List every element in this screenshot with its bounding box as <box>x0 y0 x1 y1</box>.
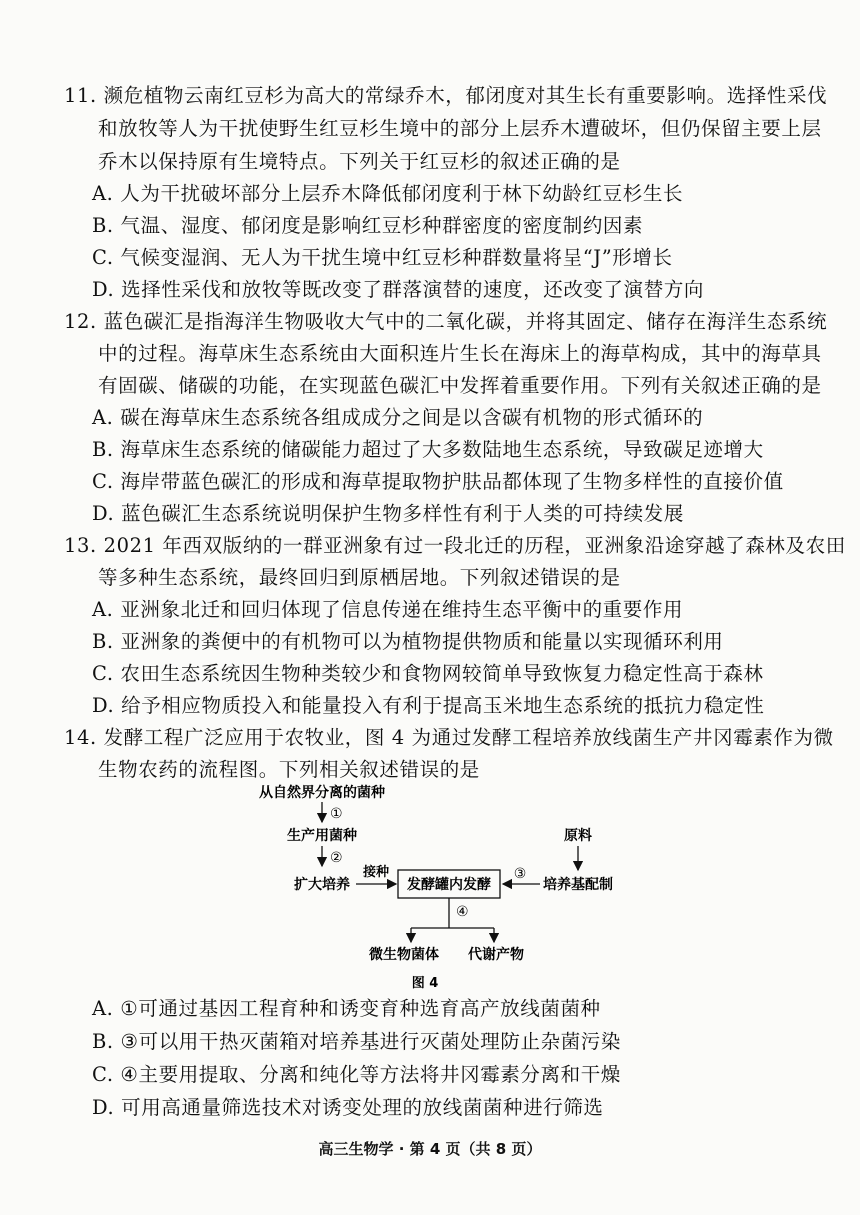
q12-option-a: A. 碳在海草床生态系统各组成成分之间是以含碳有机物的形式循环的 <box>92 406 704 429</box>
q11-option-d: D. 选择性采伐和放牧等既改变了群落演替的速度，还改变了演替方向 <box>92 278 705 301</box>
q14-stem-line2: 生物农药的流程图。下列相关叙述错误的是 <box>98 758 480 781</box>
q13-option-d: D. 给予相应物质投入和能量投入有利于提高玉米地生态系统的抵抗力稳定性 <box>92 694 765 717</box>
figure-caption: 图 4 <box>411 976 439 991</box>
q12-option-c: C. 海岸带蓝色碳汇的形成和海草提取物护肤品都体现了生物多样性的直接价值 <box>92 470 784 493</box>
diagram-metabolites: 代谢产物 <box>468 947 524 963</box>
q14-option-d: D. 可用高通量筛选技术对诱变处理的放线菌菌种进行筛选 <box>92 1096 604 1119</box>
diagram-microbial-cells: 微生物菌体 <box>369 947 439 963</box>
q11-option-c: C. 气候变湿润、无人为干扰生境中红豆杉种群数量将呈“J”形增长 <box>92 246 673 269</box>
q13-stem-line2: 等多种生态系统，最终回归到原栖居地。下列叙述错误的是 <box>98 566 621 589</box>
q12-stem-line3: 有固碳、储碳的功能，在实现蓝色碳汇中发挥着重要作用。下列有关叙述正确的是 <box>98 374 822 397</box>
q13-option-c: C. 农田生态系统因生物种类较少和食物网较简单导致恢复力稳定性高于森林 <box>92 662 764 685</box>
q13-option-b: B. 亚洲象的粪便中的有机物可以为植物提供物质和能量以实现循环利用 <box>92 630 724 653</box>
q14-option-b: B. ③可以用干热灭菌箱对培养基进行灭菌处理防止杂菌污染 <box>92 1030 622 1053</box>
q13-stem-line1: 13. 2021 年西双版纳的一群亚洲象有过一段北迁的历程，亚洲象沿途穿越了森林及农田 <box>64 534 846 557</box>
q12-option-b: B. 海草床生态系统的储碳能力超过了大多数陆地生态系统，导致碳足迹增大 <box>92 438 764 461</box>
q11-option-a: A. 人为干扰破坏部分上层乔木降低郁闭度利于林下幼龄红豆杉生长 <box>92 182 684 205</box>
diagram-expanded-culture: 扩大培养 <box>294 877 350 893</box>
q11-option-b: B. 气温、湿度、郁闭度是影响红豆杉种群密度的密度制约因素 <box>92 214 644 237</box>
q12-stem-line1: 12. 蓝色碳汇是指海洋生物吸收大气中的二氧化碳，并将其固定、储存在海洋生态系统 <box>64 310 828 333</box>
diagram-raw-material: 原料 <box>564 828 592 844</box>
diagram-fermenter: 发酵罐内发酵 <box>407 877 491 893</box>
q11-stem-line3: 乔木以保持原有生境特点。下列关于红豆杉的叙述正确的是 <box>98 150 621 173</box>
diagram-step-2: ② <box>330 850 343 866</box>
diagram-step-1: ① <box>330 806 343 822</box>
q14-option-c: C. ④主要用提取、分离和纯化等方法将井冈霉素分离和干燥 <box>92 1063 621 1086</box>
q11-stem-line1: 11. 濒危植物云南红豆杉为高大的常绿乔木，郁闭度对其生长有重要影响。选择性采伐 <box>64 84 828 107</box>
diagram-medium-prep: 培养基配制 <box>543 877 613 893</box>
q14-option-a: A. ①可通过基因工程育种和诱变育种选育高产放线菌菌种 <box>92 997 601 1020</box>
diagram-step-4: ④ <box>456 904 469 920</box>
diagram-step-3: ③ <box>513 866 527 882</box>
q12-stem-line2: 中的过程。海草床生态系统由大面积连片生长在海床上的海草构成，其中的海草具 <box>98 342 822 365</box>
diagram-production-strain: 生产用菌种 <box>287 828 357 844</box>
diagram-source-strain: 从自然界分离的菌种 <box>259 785 385 801</box>
q14-stem-line1: 14. 发酵工程广泛应用于农牧业，图 4 为通过发酵工程培养放线菌生产井冈霉素作为微 <box>64 726 834 749</box>
q12-option-d: D. 蓝色碳汇生态系统说明保护生物多样性有利于人类的可持续发展 <box>92 502 684 525</box>
diagram-inoculate-label: 接种 <box>362 865 390 880</box>
q13-option-a: A. 亚洲象北迁和回归体现了信息传递在维持生态平衡中的重要作用 <box>92 598 684 621</box>
page-footer: 高三生物学 · 第 4 页（共 8 页） <box>318 1140 542 1158</box>
q11-stem-line2: 和放牧等人为干扰使野生红豆杉生境中的部分上层乔木遭破坏，但仍保留主要上层 <box>98 117 822 140</box>
